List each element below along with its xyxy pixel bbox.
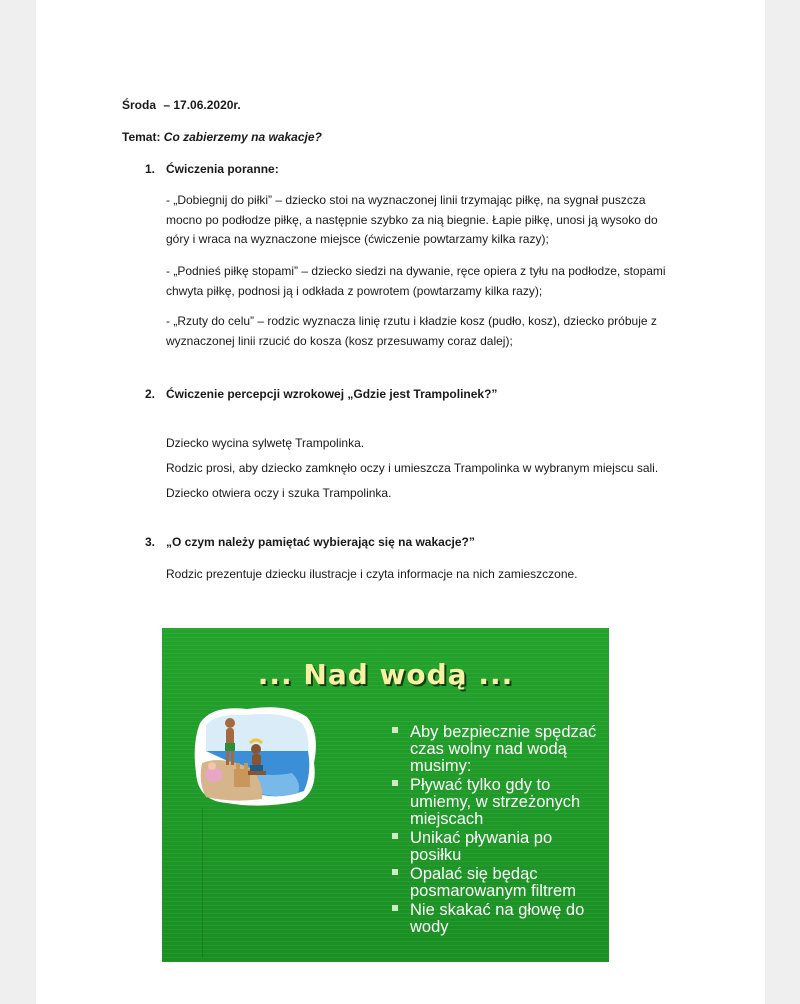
topic-value: Co zabierzemy na wakacje? [163, 130, 322, 144]
slide-list-item [392, 777, 607, 828]
topic-label: Temat: [122, 130, 161, 144]
slide-item-text: Pływać tylko gdy to umiemy, w strzeżonych miejscach [410, 776, 581, 828]
section1-paragraph: - „Dobiegnij do piłki” – dziecko stoi na wyznaczonej linii trzymając piłkę, na sygnał puszcza mocno po podłodze piłkę, a następnie szybko za nią biegnie. Łapie piłkę, unosi ją wysoko do góry i wraca na wyznaczone miejsce (ćwiczenie powtarzamy kilka razy); [166, 193, 658, 246]
slide-item-text: Opalać się będąc posmarowanym filtrem [410, 865, 576, 900]
square-bullet-icon [392, 727, 398, 733]
beach-clipart-icon [192, 703, 322, 808]
square-bullet-icon [392, 780, 398, 786]
square-bullet-icon [392, 905, 398, 911]
slide-list-item [392, 866, 607, 900]
square-bullet-icon [392, 833, 398, 839]
slide-title: ... Nad wodą ... [257, 658, 514, 691]
slide-list [392, 724, 607, 936]
date-line [122, 98, 241, 112]
section2-title: Ćwiczenie percepcji wzrokowej „Gdzie jest Trampolinek?” [166, 387, 498, 401]
slide-list-item [392, 724, 607, 775]
slide-list-item [392, 902, 607, 936]
date-label: Środa [122, 98, 157, 112]
section1-number: 1. [145, 162, 156, 176]
section2-number: 2. [145, 387, 156, 401]
section1-paragraph: - „Rzuty do celu” – rodzic wyznacza linię rzutu i kładzie kosz (pudło, kosz), dziecko próbuje z wyznaczonej linii rzucić do kosza (kosz przesuwamy coraz dalej); [166, 314, 657, 348]
section3-text: Rodzic prezentuje dziecku ilustracje i czyta informacje na nich zamieszczone. [166, 567, 578, 581]
document-page [36, 0, 765, 1004]
slide-divider [202, 808, 203, 958]
section2-line: Rodzic prosi, aby dziecko zamknęło oczy i umieszcza Trampolinka w wybranym miejscu sali. [166, 461, 659, 475]
slide-list-item [392, 830, 607, 864]
slide-item-text: Nie skakać na głowę do wody [410, 901, 585, 936]
section2-line: Dziecko otwiera oczy i szuka Trampolinka. [166, 486, 392, 500]
section3-title: „O czym należy pamiętać wybierając się na wakacje?” [166, 535, 475, 549]
section1-title: Ćwiczenia poranne: [166, 162, 279, 176]
section2-line: Dziecko wycina sylwetę Trampolinka. [166, 436, 365, 450]
topic-line [122, 130, 322, 144]
slide-image [162, 628, 609, 962]
section3-number: 3. [145, 535, 156, 549]
date-value: – 17.06.2020r. [163, 98, 241, 112]
square-bullet-icon [392, 869, 398, 875]
slide-item-text: Unikać pływania po posiłku [410, 829, 553, 864]
slide-item-text: Aby bezpiecznie spędzać czas wolny nad wodą musimy: [410, 723, 597, 775]
section1-paragraph: - „Podnieś piłkę stopami” – dziecko siedzi na dywanie, ręce opiera z tyłu na podłodze, stopami chwyta piłkę, podnosi ją i odkłada z powrotem (powtarzamy kilka razy); [166, 264, 666, 298]
